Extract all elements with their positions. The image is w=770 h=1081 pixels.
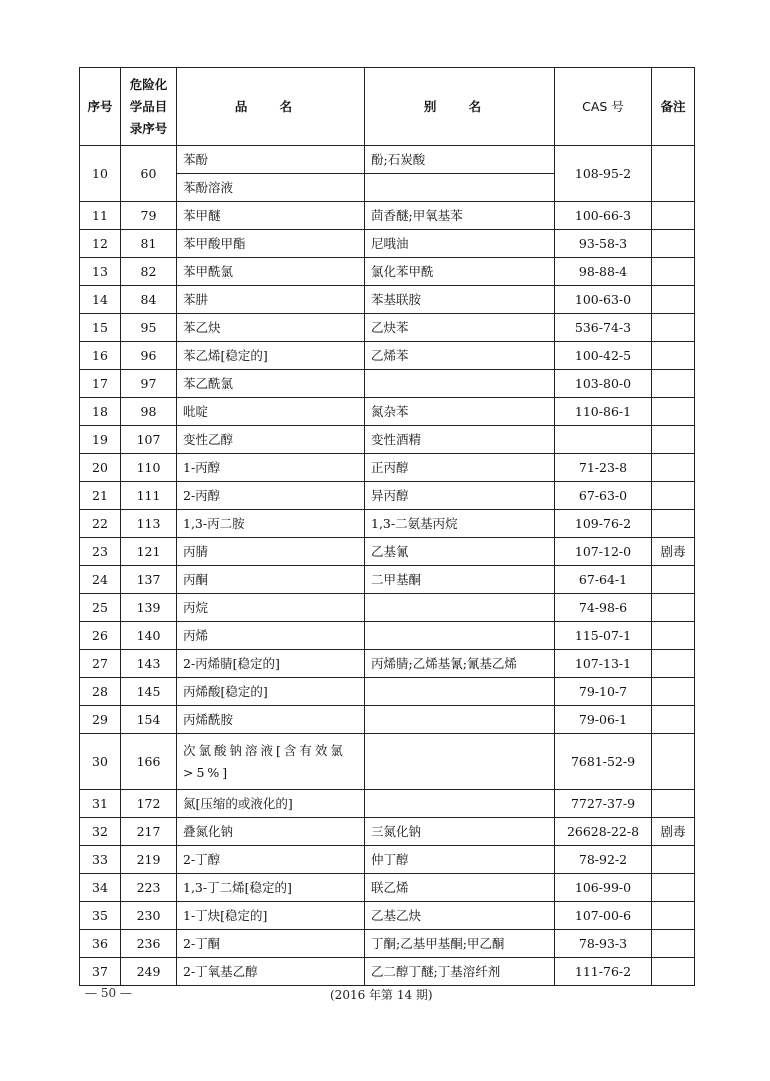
cell-seq: 34 bbox=[80, 874, 121, 902]
cell-alias: 氮杂苯 bbox=[365, 398, 555, 426]
cell-note bbox=[652, 566, 695, 594]
table-row bbox=[80, 202, 695, 230]
cell-cas: 67-64-1 bbox=[555, 566, 652, 594]
cell-alias: 乙烯苯 bbox=[365, 342, 555, 370]
cell-name: 苯甲酸甲酯 bbox=[177, 230, 365, 258]
cell-name: 苯酚 bbox=[177, 146, 365, 174]
cell-note: 剧毒 bbox=[652, 538, 695, 566]
cell-alias: 三氮化钠 bbox=[365, 818, 555, 846]
cell-catalog: 137 bbox=[121, 566, 177, 594]
cell-catalog: 82 bbox=[121, 258, 177, 286]
cell-name: 丙烷 bbox=[177, 594, 365, 622]
cell-note bbox=[652, 398, 695, 426]
cell-note bbox=[652, 510, 695, 538]
cell-note bbox=[652, 286, 695, 314]
cell-name: 苯酚溶液 bbox=[177, 174, 365, 202]
table-row bbox=[80, 902, 695, 930]
table-row bbox=[80, 958, 695, 986]
cell-alias: 乙基乙炔 bbox=[365, 902, 555, 930]
cell-name: 丙腈 bbox=[177, 538, 365, 566]
cell-seq: 29 bbox=[80, 706, 121, 734]
cell-catalog: 236 bbox=[121, 930, 177, 958]
cell-cas: 536-74-3 bbox=[555, 314, 652, 342]
cell-name: 2-丙烯腈[稳定的] bbox=[177, 650, 365, 678]
cell-cas: 107-12-0 bbox=[555, 538, 652, 566]
cell-cas: 79-06-1 bbox=[555, 706, 652, 734]
cell-alias: 尼哦油 bbox=[365, 230, 555, 258]
cell-alias bbox=[365, 706, 555, 734]
cell-seq: 14 bbox=[80, 286, 121, 314]
cell-alias bbox=[365, 370, 555, 398]
cell-alias bbox=[365, 790, 555, 818]
header-catalog-text: 危险化学品目录序号 bbox=[129, 76, 168, 136]
cell-name: 2-丁醇 bbox=[177, 846, 365, 874]
cell-catalog: 113 bbox=[121, 510, 177, 538]
issue-label: (2016 年第 14 期) bbox=[330, 988, 433, 1002]
cell-seq: 36 bbox=[80, 930, 121, 958]
cell-seq: 23 bbox=[80, 538, 121, 566]
cell-note bbox=[652, 902, 695, 930]
cell-cas: 93-58-3 bbox=[555, 230, 652, 258]
table-row bbox=[80, 930, 695, 958]
cell-seq: 32 bbox=[80, 818, 121, 846]
table-row bbox=[80, 454, 695, 482]
cell-note bbox=[652, 678, 695, 706]
cell-seq: 31 bbox=[80, 790, 121, 818]
table-row bbox=[80, 538, 695, 566]
cell-cas: 106-99-0 bbox=[555, 874, 652, 902]
table-row bbox=[80, 342, 695, 370]
cell-alias: 苯基联胺 bbox=[365, 286, 555, 314]
cell-alias: 丁酮;乙基甲基酮;甲乙酮 bbox=[365, 930, 555, 958]
cell-cas: 7681-52-9 bbox=[555, 734, 652, 790]
cell-alias bbox=[365, 734, 555, 790]
table-row bbox=[80, 846, 695, 874]
cell-catalog: 60 bbox=[121, 146, 177, 202]
cell-name: 丙酮 bbox=[177, 566, 365, 594]
cell-alias: 仲丁醇 bbox=[365, 846, 555, 874]
cell-seq: 37 bbox=[80, 958, 121, 986]
cell-name: 苯乙酰氯 bbox=[177, 370, 365, 398]
cell-alias: 1,3-二氨基丙烷 bbox=[365, 510, 555, 538]
table-row bbox=[80, 398, 695, 426]
cell-alias: 茴香醚;甲氧基苯 bbox=[365, 202, 555, 230]
cell-cas: 108-95-2 bbox=[555, 146, 652, 202]
cell-cas: 107-00-6 bbox=[555, 902, 652, 930]
cell-catalog: 111 bbox=[121, 482, 177, 510]
cell-name: 丙烯酰胺 bbox=[177, 706, 365, 734]
cell-alias: 变性酒精 bbox=[365, 426, 555, 454]
cell-cas: 100-63-0 bbox=[555, 286, 652, 314]
cell-note bbox=[652, 706, 695, 734]
table-row bbox=[80, 790, 695, 818]
cell-note bbox=[652, 342, 695, 370]
cell-seq: 17 bbox=[80, 370, 121, 398]
chemicals-table bbox=[79, 67, 695, 986]
cell-note bbox=[652, 846, 695, 874]
cell-note: 剧毒 bbox=[652, 818, 695, 846]
cell-note bbox=[652, 146, 695, 202]
header-name: 品 名 bbox=[177, 68, 365, 146]
cell-catalog: 217 bbox=[121, 818, 177, 846]
table-row bbox=[80, 874, 695, 902]
cell-name: 变性乙醇 bbox=[177, 426, 365, 454]
cell-catalog: 145 bbox=[121, 678, 177, 706]
table-row bbox=[80, 734, 695, 790]
cell-alias: 二甲基酮 bbox=[365, 566, 555, 594]
cell-seq: 28 bbox=[80, 678, 121, 706]
cell-cas: 100-42-5 bbox=[555, 342, 652, 370]
cell-note bbox=[652, 314, 695, 342]
cell-cas: 78-93-3 bbox=[555, 930, 652, 958]
cell-catalog: 98 bbox=[121, 398, 177, 426]
cell-alias: 乙炔苯 bbox=[365, 314, 555, 342]
cell-name: 苯乙炔 bbox=[177, 314, 365, 342]
table-row bbox=[80, 146, 695, 174]
table-row bbox=[80, 706, 695, 734]
cell-seq: 33 bbox=[80, 846, 121, 874]
table-row bbox=[80, 258, 695, 286]
page-number: — 50 — bbox=[85, 986, 132, 1000]
cell-name: 2-丁氧基乙醇 bbox=[177, 958, 365, 986]
cell-note bbox=[652, 930, 695, 958]
cell-note bbox=[652, 202, 695, 230]
cell-name: 苯肼 bbox=[177, 286, 365, 314]
cell-alias bbox=[365, 594, 555, 622]
cell-name: 氮[压缩的或液化的] bbox=[177, 790, 365, 818]
cell-note bbox=[652, 734, 695, 790]
cell-alias: 氯化苯甲酰 bbox=[365, 258, 555, 286]
cell-note bbox=[652, 874, 695, 902]
cell-alias: 乙二醇丁醚;丁基溶纤剂 bbox=[365, 958, 555, 986]
cell-catalog: 110 bbox=[121, 454, 177, 482]
table-row bbox=[80, 650, 695, 678]
cell-name: 1-丁炔[稳定的] bbox=[177, 902, 365, 930]
cell-catalog: 97 bbox=[121, 370, 177, 398]
cell-note bbox=[652, 482, 695, 510]
cell-seq: 11 bbox=[80, 202, 121, 230]
cell-seq: 18 bbox=[80, 398, 121, 426]
cell-catalog: 154 bbox=[121, 706, 177, 734]
cell-cas bbox=[555, 426, 652, 454]
cell-seq: 30 bbox=[80, 734, 121, 790]
cell-alias: 异丙醇 bbox=[365, 482, 555, 510]
table-row bbox=[80, 482, 695, 510]
header-catalog-no bbox=[121, 68, 177, 146]
cell-cas: 67-63-0 bbox=[555, 482, 652, 510]
cell-name: 丙烯 bbox=[177, 622, 365, 650]
cell-cas: 103-80-0 bbox=[555, 370, 652, 398]
table-row bbox=[80, 426, 695, 454]
cell-catalog: 79 bbox=[121, 202, 177, 230]
cell-cas: 98-88-4 bbox=[555, 258, 652, 286]
cell-name: 1,3-丁二烯[稳定的] bbox=[177, 874, 365, 902]
cell-note bbox=[652, 426, 695, 454]
cell-seq: 24 bbox=[80, 566, 121, 594]
cell-seq: 20 bbox=[80, 454, 121, 482]
cell-note bbox=[652, 958, 695, 986]
table-row bbox=[80, 230, 695, 258]
table-row bbox=[80, 370, 695, 398]
cell-alias: 正丙醇 bbox=[365, 454, 555, 482]
cell-catalog: 96 bbox=[121, 342, 177, 370]
cell-catalog: 84 bbox=[121, 286, 177, 314]
cell-seq: 26 bbox=[80, 622, 121, 650]
cell-seq: 10 bbox=[80, 146, 121, 202]
cell-name: 丙烯酸[稳定的] bbox=[177, 678, 365, 706]
cell-name: 次氯酸钠溶液[含有效氯>5%] bbox=[177, 734, 365, 790]
cell-catalog: 95 bbox=[121, 314, 177, 342]
cell-catalog: 107 bbox=[121, 426, 177, 454]
table-row bbox=[80, 622, 695, 650]
cell-cas: 26628-22-8 bbox=[555, 818, 652, 846]
cell-catalog: 219 bbox=[121, 846, 177, 874]
cell-name: 苯甲酰氯 bbox=[177, 258, 365, 286]
cell-name: 2-丙醇 bbox=[177, 482, 365, 510]
cell-alias: 联乙烯 bbox=[365, 874, 555, 902]
cell-cas: 78-92-2 bbox=[555, 846, 652, 874]
header-alias: 别 名 bbox=[365, 68, 555, 146]
cell-name: 1,3-丙二胺 bbox=[177, 510, 365, 538]
cell-note bbox=[652, 594, 695, 622]
cell-catalog: 121 bbox=[121, 538, 177, 566]
cell-catalog: 81 bbox=[121, 230, 177, 258]
table-row bbox=[80, 594, 695, 622]
cell-alias bbox=[365, 678, 555, 706]
table-row bbox=[80, 510, 695, 538]
table-row bbox=[80, 314, 695, 342]
cell-name: 苯甲醚 bbox=[177, 202, 365, 230]
cell-seq: 25 bbox=[80, 594, 121, 622]
cell-seq: 19 bbox=[80, 426, 121, 454]
cell-note bbox=[652, 258, 695, 286]
cell-cas: 79-10-7 bbox=[555, 678, 652, 706]
cell-seq: 13 bbox=[80, 258, 121, 286]
cell-alias: 乙基氰 bbox=[365, 538, 555, 566]
cell-catalog: 143 bbox=[121, 650, 177, 678]
table-row bbox=[80, 286, 695, 314]
cell-seq: 21 bbox=[80, 482, 121, 510]
cell-seq: 16 bbox=[80, 342, 121, 370]
cell-name: 2-丁酮 bbox=[177, 930, 365, 958]
cell-seq: 22 bbox=[80, 510, 121, 538]
cell-alias bbox=[365, 174, 555, 202]
cell-seq: 15 bbox=[80, 314, 121, 342]
cell-alias: 丙烯腈;乙烯基氰;氰基乙烯 bbox=[365, 650, 555, 678]
cell-cas: 7727-37-9 bbox=[555, 790, 652, 818]
cell-catalog: 139 bbox=[121, 594, 177, 622]
header-row bbox=[80, 68, 695, 146]
cell-catalog: 249 bbox=[121, 958, 177, 986]
table-body bbox=[80, 146, 695, 986]
cell-cas: 74-98-6 bbox=[555, 594, 652, 622]
cell-seq: 12 bbox=[80, 230, 121, 258]
cell-catalog: 230 bbox=[121, 902, 177, 930]
cell-name: 叠氮化钠 bbox=[177, 818, 365, 846]
header-seq: 序号 bbox=[80, 68, 121, 146]
cell-seq: 27 bbox=[80, 650, 121, 678]
cell-cas: 100-66-3 bbox=[555, 202, 652, 230]
cell-alias: 酚;石炭酸 bbox=[365, 146, 555, 174]
table-row bbox=[80, 818, 695, 846]
table-row bbox=[80, 678, 695, 706]
cell-catalog: 166 bbox=[121, 734, 177, 790]
cell-note bbox=[652, 230, 695, 258]
cell-note bbox=[652, 650, 695, 678]
cell-seq: 35 bbox=[80, 902, 121, 930]
cell-cas: 110-86-1 bbox=[555, 398, 652, 426]
cell-cas: 111-76-2 bbox=[555, 958, 652, 986]
cell-cas: 107-13-1 bbox=[555, 650, 652, 678]
cell-name: 1-丙醇 bbox=[177, 454, 365, 482]
cell-note bbox=[652, 790, 695, 818]
cell-alias bbox=[365, 622, 555, 650]
cell-name: 苯乙烯[稳定的] bbox=[177, 342, 365, 370]
cell-cas: 71-23-8 bbox=[555, 454, 652, 482]
cell-catalog: 172 bbox=[121, 790, 177, 818]
cell-note bbox=[652, 454, 695, 482]
cell-cas: 115-07-1 bbox=[555, 622, 652, 650]
cell-cas: 109-76-2 bbox=[555, 510, 652, 538]
table-row bbox=[80, 566, 695, 594]
cell-note bbox=[652, 370, 695, 398]
cell-note bbox=[652, 622, 695, 650]
cell-catalog: 223 bbox=[121, 874, 177, 902]
cell-name: 吡啶 bbox=[177, 398, 365, 426]
header-cas: CAS 号 bbox=[555, 68, 652, 146]
cell-catalog: 140 bbox=[121, 622, 177, 650]
header-note: 备注 bbox=[652, 68, 695, 146]
